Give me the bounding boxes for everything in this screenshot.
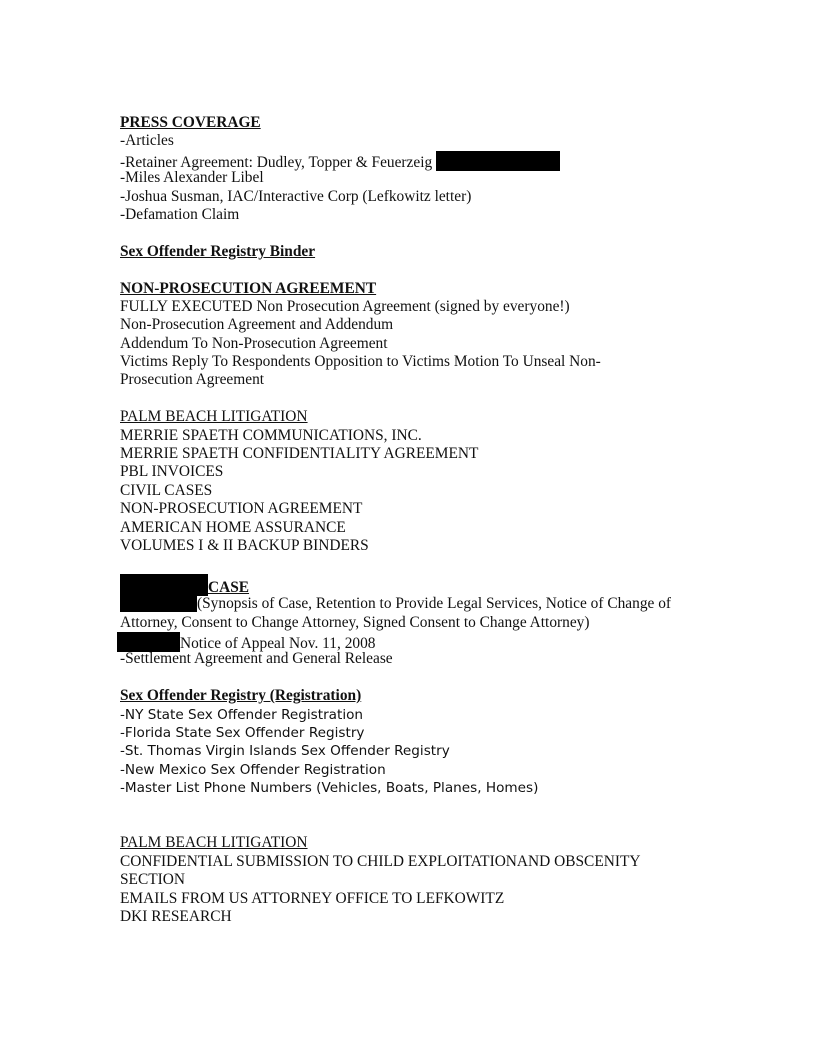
pbl-item: CONFIDENTIAL SUBMISSION TO CHILD EXPLOITATIONAND OBSCENITY SECTION: [120, 852, 640, 889]
pbl-item: MERRIE SPAETH CONFIDENTIALITY AGREEMENT: [120, 445, 479, 463]
pbl-item: PBL INVOICES: [120, 463, 224, 481]
registry-item: -Florida State Sex Offender Registry: [120, 724, 365, 741]
pbl-item: EMAILS FROM US ATTORNEY OFFICE TO LEFKOWITZ: [120, 889, 505, 907]
pbl-item: NON-PROSECUTION AGREEMENT: [120, 500, 363, 518]
palm-beach-litigation-heading: PALM BEACH LITIGATION: [120, 834, 308, 852]
pbl-item: AMERICAN HOME ASSURANCE: [120, 518, 346, 536]
press-item: -Defamation Claim: [120, 205, 240, 223]
registry-item: -Master List Phone Numbers (Vehicles, Boats, Planes, Homes): [120, 780, 539, 797]
redaction-block: [436, 151, 560, 171]
case-settlement: -Settlement Agreement and General Release: [120, 650, 393, 668]
press-item: -Miles Alexander Libel: [120, 169, 264, 187]
npa-item: FULLY EXECUTED Non Prosecution Agreement (signed by everyone!): [120, 297, 570, 315]
binder-heading: Sex Offender Registry Binder: [120, 242, 316, 260]
registry-item: -New Mexico Sex Offender Registration: [120, 761, 386, 778]
press-item-retainer: [120, 151, 720, 169]
pbl-item: CIVIL CASES: [120, 481, 213, 499]
registry-heading: Sex Offender Registry (Registration): [120, 687, 362, 705]
press-coverage-heading: PRESS COVERAGE: [120, 114, 261, 131]
document-page: [120, 114, 720, 926]
press-item-text: -Retainer Agreement: Dudley, Topper & Feuerzeig: [120, 153, 433, 171]
case-appeal: [117, 632, 720, 650]
palm-beach-litigation-heading: PALM BEACH LITIGATION: [120, 408, 308, 426]
case-heading: CASE: [208, 578, 250, 596]
npa-item: Non-Prosecution Agreement and Addendum: [120, 316, 394, 334]
pbl-item: DKI RESEARCH: [120, 907, 232, 925]
registry-item: -NY State Sex Offender Registration: [120, 706, 364, 723]
case-synopsis: [120, 592, 720, 632]
press-item: -Articles: [120, 132, 174, 150]
npa-item: Addendum To Non-Prosecution Agreement: [120, 334, 388, 352]
pbl-item: MERRIE SPAETH COMMUNICATIONS, INC.: [120, 426, 422, 444]
pbl-item: VOLUMES I & II BACKUP BINDERS: [120, 537, 369, 555]
case-heading-row: [120, 574, 720, 596]
case-synopsis-text: (Synopsis of Case, Retention to Provide Legal Services, Notice of Change of Attorney, Consent to Change Attorney, Signed Consent to Change Attorney): [120, 595, 672, 631]
registry-item: -St. Thomas Virgin Islands Sex Offender Registry: [120, 743, 450, 760]
redaction-block: [120, 592, 197, 612]
npa-heading: NON-PROSECUTION AGREEMENT: [120, 279, 377, 297]
npa-item: Victims Reply To Respondents Opposition to Victims Motion To Unseal Non-Prosecution Agreement: [120, 353, 601, 389]
redaction-block: [117, 632, 180, 652]
case-appeal-text: Notice of Appeal Nov. 11, 2008: [180, 635, 376, 652]
press-item: -Joshua Susman, IAC/Interactive Corp (Lefkowitz letter): [120, 187, 472, 205]
